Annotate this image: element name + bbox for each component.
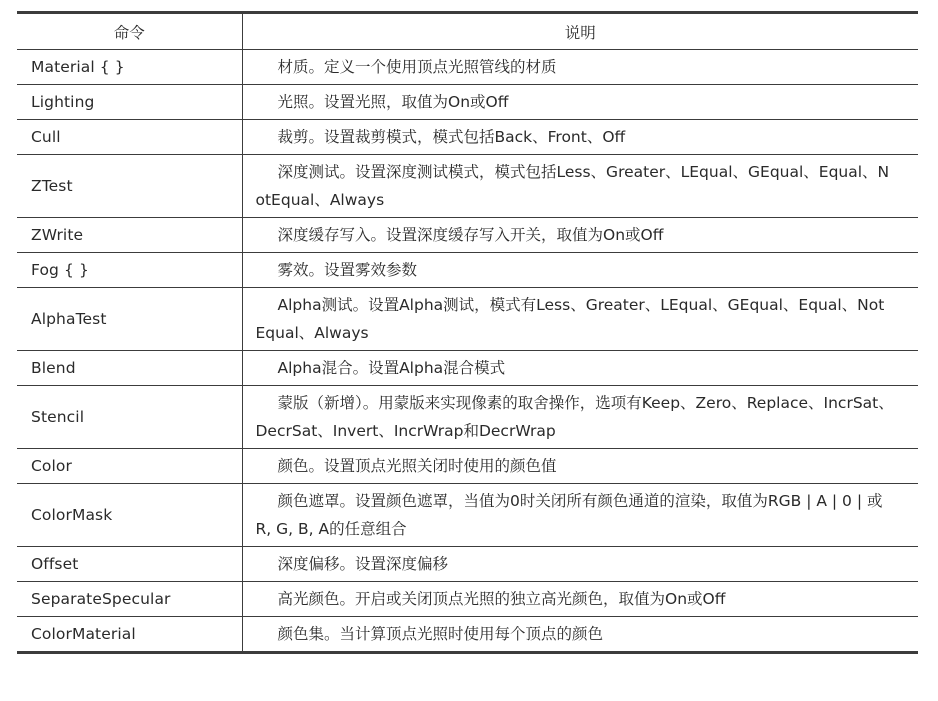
command-cell: ZWrite (17, 218, 242, 253)
table-row (17, 547, 918, 582)
command-cell: Stencil (17, 386, 242, 449)
description-cell: 材质。定义一个使用顶点光照管线的材质 (242, 50, 918, 85)
table-row (17, 617, 918, 653)
shader-command-table (17, 11, 918, 654)
command-cell: Fog { } (17, 253, 242, 288)
table-row (17, 50, 918, 85)
description-cell: 高光颜色。开启或关闭顶点光照的独立高光颜色，取值为On或Off (242, 582, 918, 617)
command-cell: Material { } (17, 50, 242, 85)
description-cell: 深度测试。设置深度测试模式，模式包括Less、Greater、LEqual、GEqual、Equal、NotEqual、Always (242, 155, 918, 218)
command-cell: ColorMask (17, 484, 242, 547)
description-cell: 颜色遮罩。设置颜色遮罩，当值为0时关闭所有颜色通道的渲染，取值为RGB | A | 0 | 或R, G, B, A的任意组合 (242, 484, 918, 547)
description-cell: 蒙版（新增）。用蒙版来实现像素的取舍操作，选项有Keep、Zero、Replace、IncrSat、DecrSat、Invert、IncrWrap和DecrWrap (242, 386, 918, 449)
table-row (17, 155, 918, 218)
description-cell: 光照。设置光照，取值为On或Off (242, 85, 918, 120)
command-cell: Offset (17, 547, 242, 582)
header-description: 说明 (242, 13, 918, 50)
description-cell: 深度偏移。设置深度偏移 (242, 547, 918, 582)
description-cell: Alpha混合。设置Alpha混合模式 (242, 351, 918, 386)
table-row (17, 484, 918, 547)
command-cell: Blend (17, 351, 242, 386)
table-row (17, 120, 918, 155)
description-cell: 裁剪。设置裁剪模式，模式包括Back、Front、Off (242, 120, 918, 155)
description-cell: 颜色集。当计算顶点光照时使用每个顶点的颜色 (277, 625, 604, 643)
command-cell: ColorMaterial (17, 617, 242, 653)
table-header-row (17, 13, 918, 50)
table-row (17, 218, 918, 253)
description-cell: 颜色。设置顶点光照关闭时使用的颜色值 (242, 449, 918, 484)
table-body (17, 50, 918, 653)
table-row (17, 582, 918, 617)
table-row (17, 85, 918, 120)
table-row (17, 386, 918, 449)
header-command: 命令 (17, 13, 242, 50)
command-table-container (17, 11, 918, 654)
table-row (17, 351, 918, 386)
description-cell: 雾效。设置雾效参数 (242, 253, 918, 288)
command-cell: Cull (17, 120, 242, 155)
command-cell: Lighting (17, 85, 242, 120)
command-cell: ZTest (17, 155, 242, 218)
table-row (17, 449, 918, 484)
command-cell: SeparateSpecular (17, 582, 242, 617)
table-row (17, 288, 918, 351)
table-row (17, 253, 918, 288)
command-cell: AlphaTest (17, 288, 242, 351)
description-cell: Alpha测试。设置Alpha测试，模式有Less、Greater、LEqual、GEqual、Equal、NotEqual、Always (242, 288, 918, 351)
command-cell: Color (17, 449, 242, 484)
description-cell: 深度缓存写入。设置深度缓存写入开关，取值为On或Off (242, 218, 918, 253)
